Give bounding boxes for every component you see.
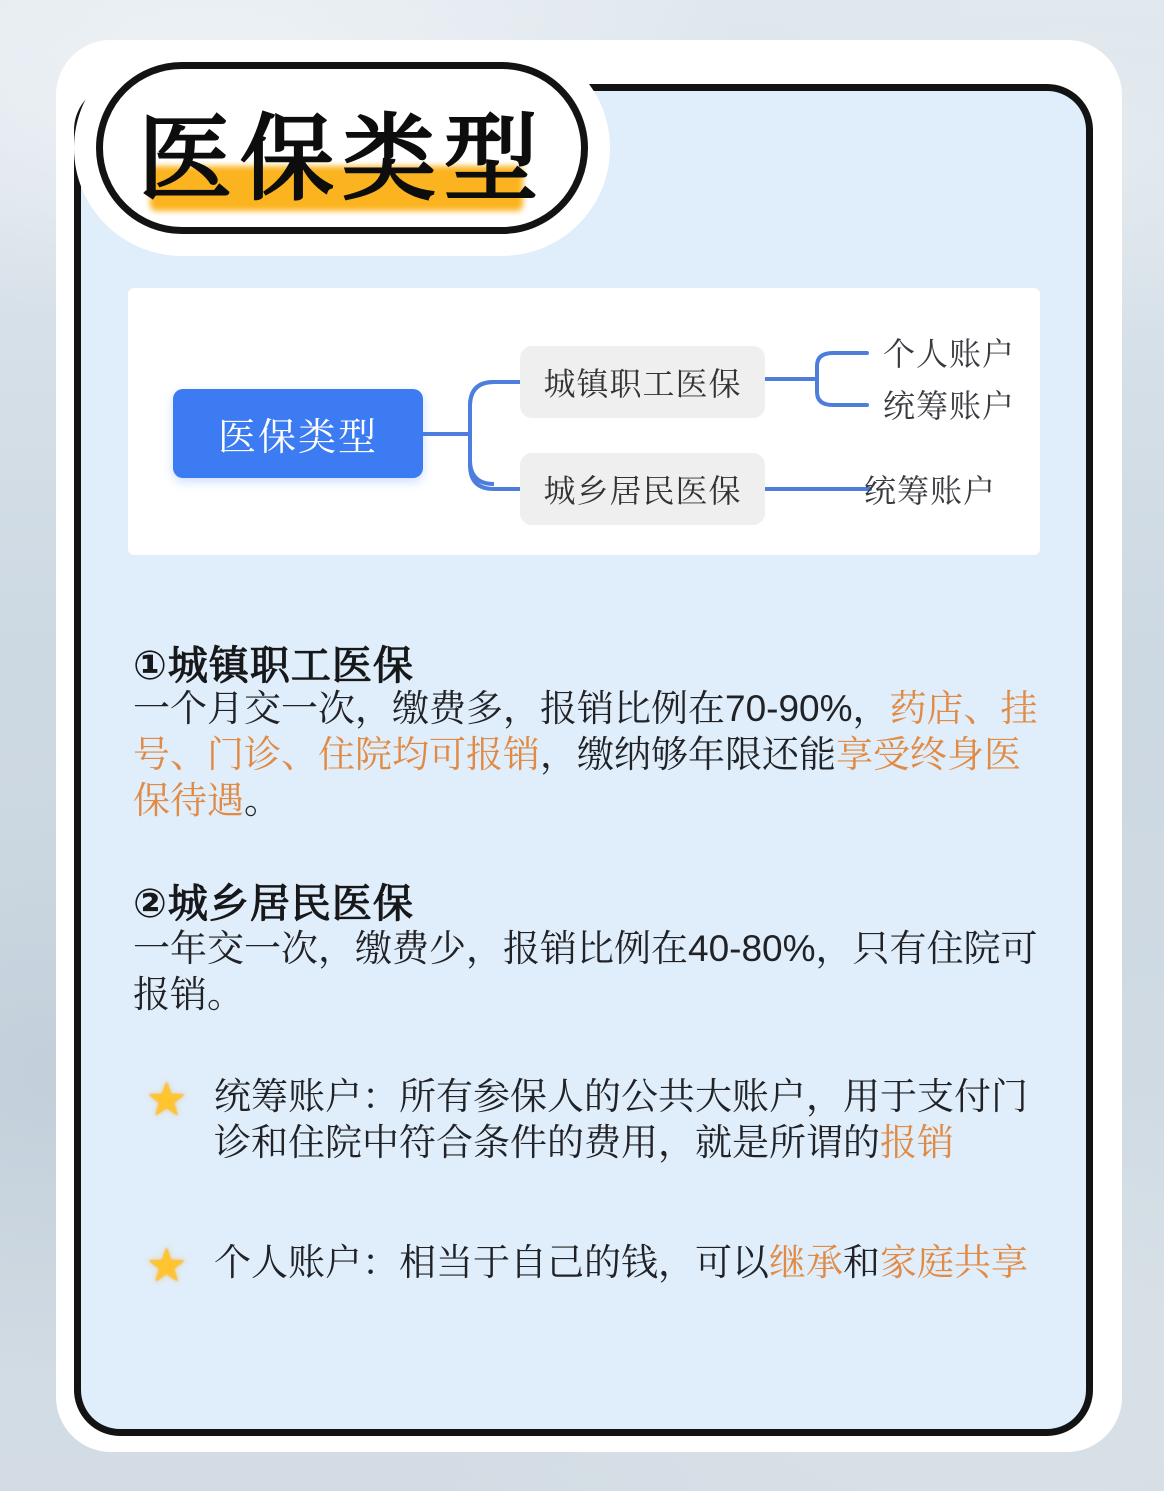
mindmap-node-urban-employee: 城镇职工医保 xyxy=(520,346,765,418)
section-1-heading: ①城镇职工医保 xyxy=(133,644,414,688)
note-pooled-account-text: 统筹账户：所有参保人的公共大账户，用于支付门 诊和住院中符合条件的费用，就是所谓的报销 xyxy=(214,1076,1028,1163)
note-personal-account-text: 个人账户：相当于自己的钱，可以继承和家庭共享 xyxy=(214,1242,1028,1283)
mindmap-root-node: 医保类型 xyxy=(173,389,423,478)
glowing-star-icon: ★ xyxy=(146,1073,188,1125)
glowing-star-icon: ★ xyxy=(146,1239,188,1291)
page-title: 医保类型 xyxy=(137,105,546,211)
section-1-body: 一个月交一次，缴费多，报销比例在70-90%，药店、挂 号、门诊、住院均可报销，缴纳够年限还能享受终身医 保待遇。 xyxy=(133,688,1038,821)
mindmap-leaf-pooled-account-2: 统筹账户 xyxy=(864,473,997,509)
note-personal-account xyxy=(146,1240,1046,1290)
note-pooled-account xyxy=(146,1074,1041,1166)
mindmap-leaf-personal-account: 个人账户 xyxy=(883,336,1016,372)
mindmap-node-urban-rural-resident: 城乡居民医保 xyxy=(520,453,765,525)
section-2-body: 一年交一次，缴费少，报销比例在40-80%，只有住院可 报销。 xyxy=(133,928,1038,1015)
title-pill xyxy=(96,62,588,234)
mindmap-panel xyxy=(128,288,1040,555)
section-2-heading: ②城乡居民医保 xyxy=(133,882,414,926)
mindmap-leaf-pooled-account: 统筹账户 xyxy=(883,388,1016,424)
